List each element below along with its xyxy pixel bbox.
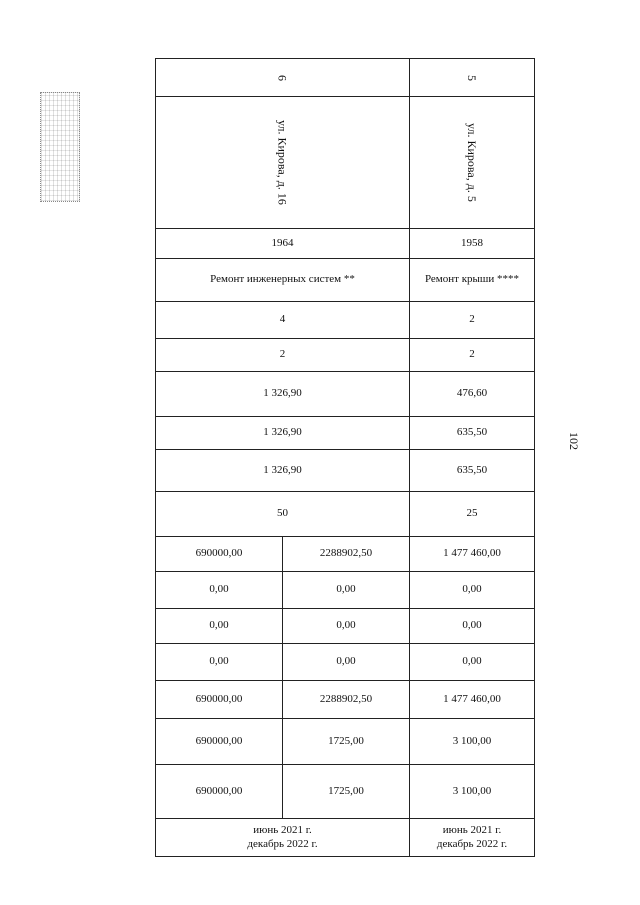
value-right: 476,60 <box>456 387 488 400</box>
table-row <box>156 449 534 491</box>
split-value-a: 690000,00 <box>156 719 283 764</box>
header-number-right: 5 <box>465 74 480 81</box>
period-right-line2: декабрь 2022 г. <box>436 837 508 850</box>
table-row <box>156 59 534 96</box>
split-value-b: 1725,00 <box>283 719 410 764</box>
value-right: 25 <box>466 507 478 520</box>
split-value-right: 1 477 460,00 <box>443 692 501 705</box>
value-right: 2 <box>469 348 475 361</box>
table-row <box>156 301 534 338</box>
table-row <box>156 680 534 718</box>
table-row <box>156 818 534 856</box>
period-left <box>156 819 410 856</box>
split-value-a: 0,00 <box>156 609 283 643</box>
split-value-right: 1 477 460,00 <box>443 547 501 560</box>
table-row <box>156 571 534 608</box>
value-left: 50 <box>156 492 410 536</box>
address-left: ул. Кирова, д. 16 <box>156 97 410 228</box>
period-left-line2: декабрь 2022 г. <box>247 837 318 850</box>
work-type-left: Ремонт инженерных систем ** <box>156 259 410 301</box>
split-value-right: 3 100,00 <box>452 784 492 797</box>
split-value-b: 0,00 <box>283 644 410 680</box>
address-right: ул. Кирова, д. 5 <box>465 123 480 202</box>
year-right: 1958 <box>461 236 483 249</box>
split-value-a: 0,00 <box>156 644 283 680</box>
table-row <box>156 764 534 818</box>
value-right: 2 <box>469 313 475 326</box>
table-row <box>156 643 534 680</box>
table-row <box>156 536 534 571</box>
table-row <box>156 228 534 258</box>
split-value-b: 2288902,50 <box>283 681 410 718</box>
split-value-b: 0,00 <box>283 572 410 608</box>
year-left: 1964 <box>156 229 410 258</box>
table-row <box>156 718 534 764</box>
value-right: 635,50 <box>456 463 488 476</box>
value-left: 4 <box>156 302 410 338</box>
split-value-a: 690000,00 <box>156 681 283 718</box>
split-value-a: 690000,00 <box>156 765 283 818</box>
split-value-a: 0,00 <box>156 572 283 608</box>
table-row <box>156 96 534 228</box>
value-left: 1 326,90 <box>156 372 410 416</box>
table-row <box>156 338 534 371</box>
split-value-right: 0,00 <box>462 619 482 632</box>
value-left: 1 326,90 <box>156 417 410 449</box>
table-row <box>156 608 534 643</box>
table-row <box>156 491 534 536</box>
period-left-line1: июнь 2021 г. <box>253 824 312 837</box>
table-row <box>156 258 534 301</box>
stamp-image <box>40 92 80 202</box>
split-value-a: 690000,00 <box>156 537 283 571</box>
header-number-left: 6 <box>156 59 410 96</box>
split-value-right: 0,00 <box>462 583 482 596</box>
value-left: 2 <box>156 339 410 371</box>
value-left: 1 326,90 <box>156 450 410 491</box>
table-row <box>156 416 534 449</box>
split-value-right: 0,00 <box>462 655 482 668</box>
split-value-b: 0,00 <box>283 609 410 643</box>
period-right-line1: июнь 2021 г. <box>442 824 502 837</box>
period-right <box>410 819 534 856</box>
page-number: 102 <box>567 432 581 450</box>
split-value-b: 1725,00 <box>283 765 410 818</box>
work-type-right: Ремонт крыши **** <box>424 273 520 286</box>
value-right: 635,50 <box>456 426 488 439</box>
repair-table <box>155 58 535 857</box>
split-value-right: 3 100,00 <box>452 734 492 747</box>
table-row <box>156 371 534 416</box>
split-value-b: 2288902,50 <box>283 537 410 571</box>
